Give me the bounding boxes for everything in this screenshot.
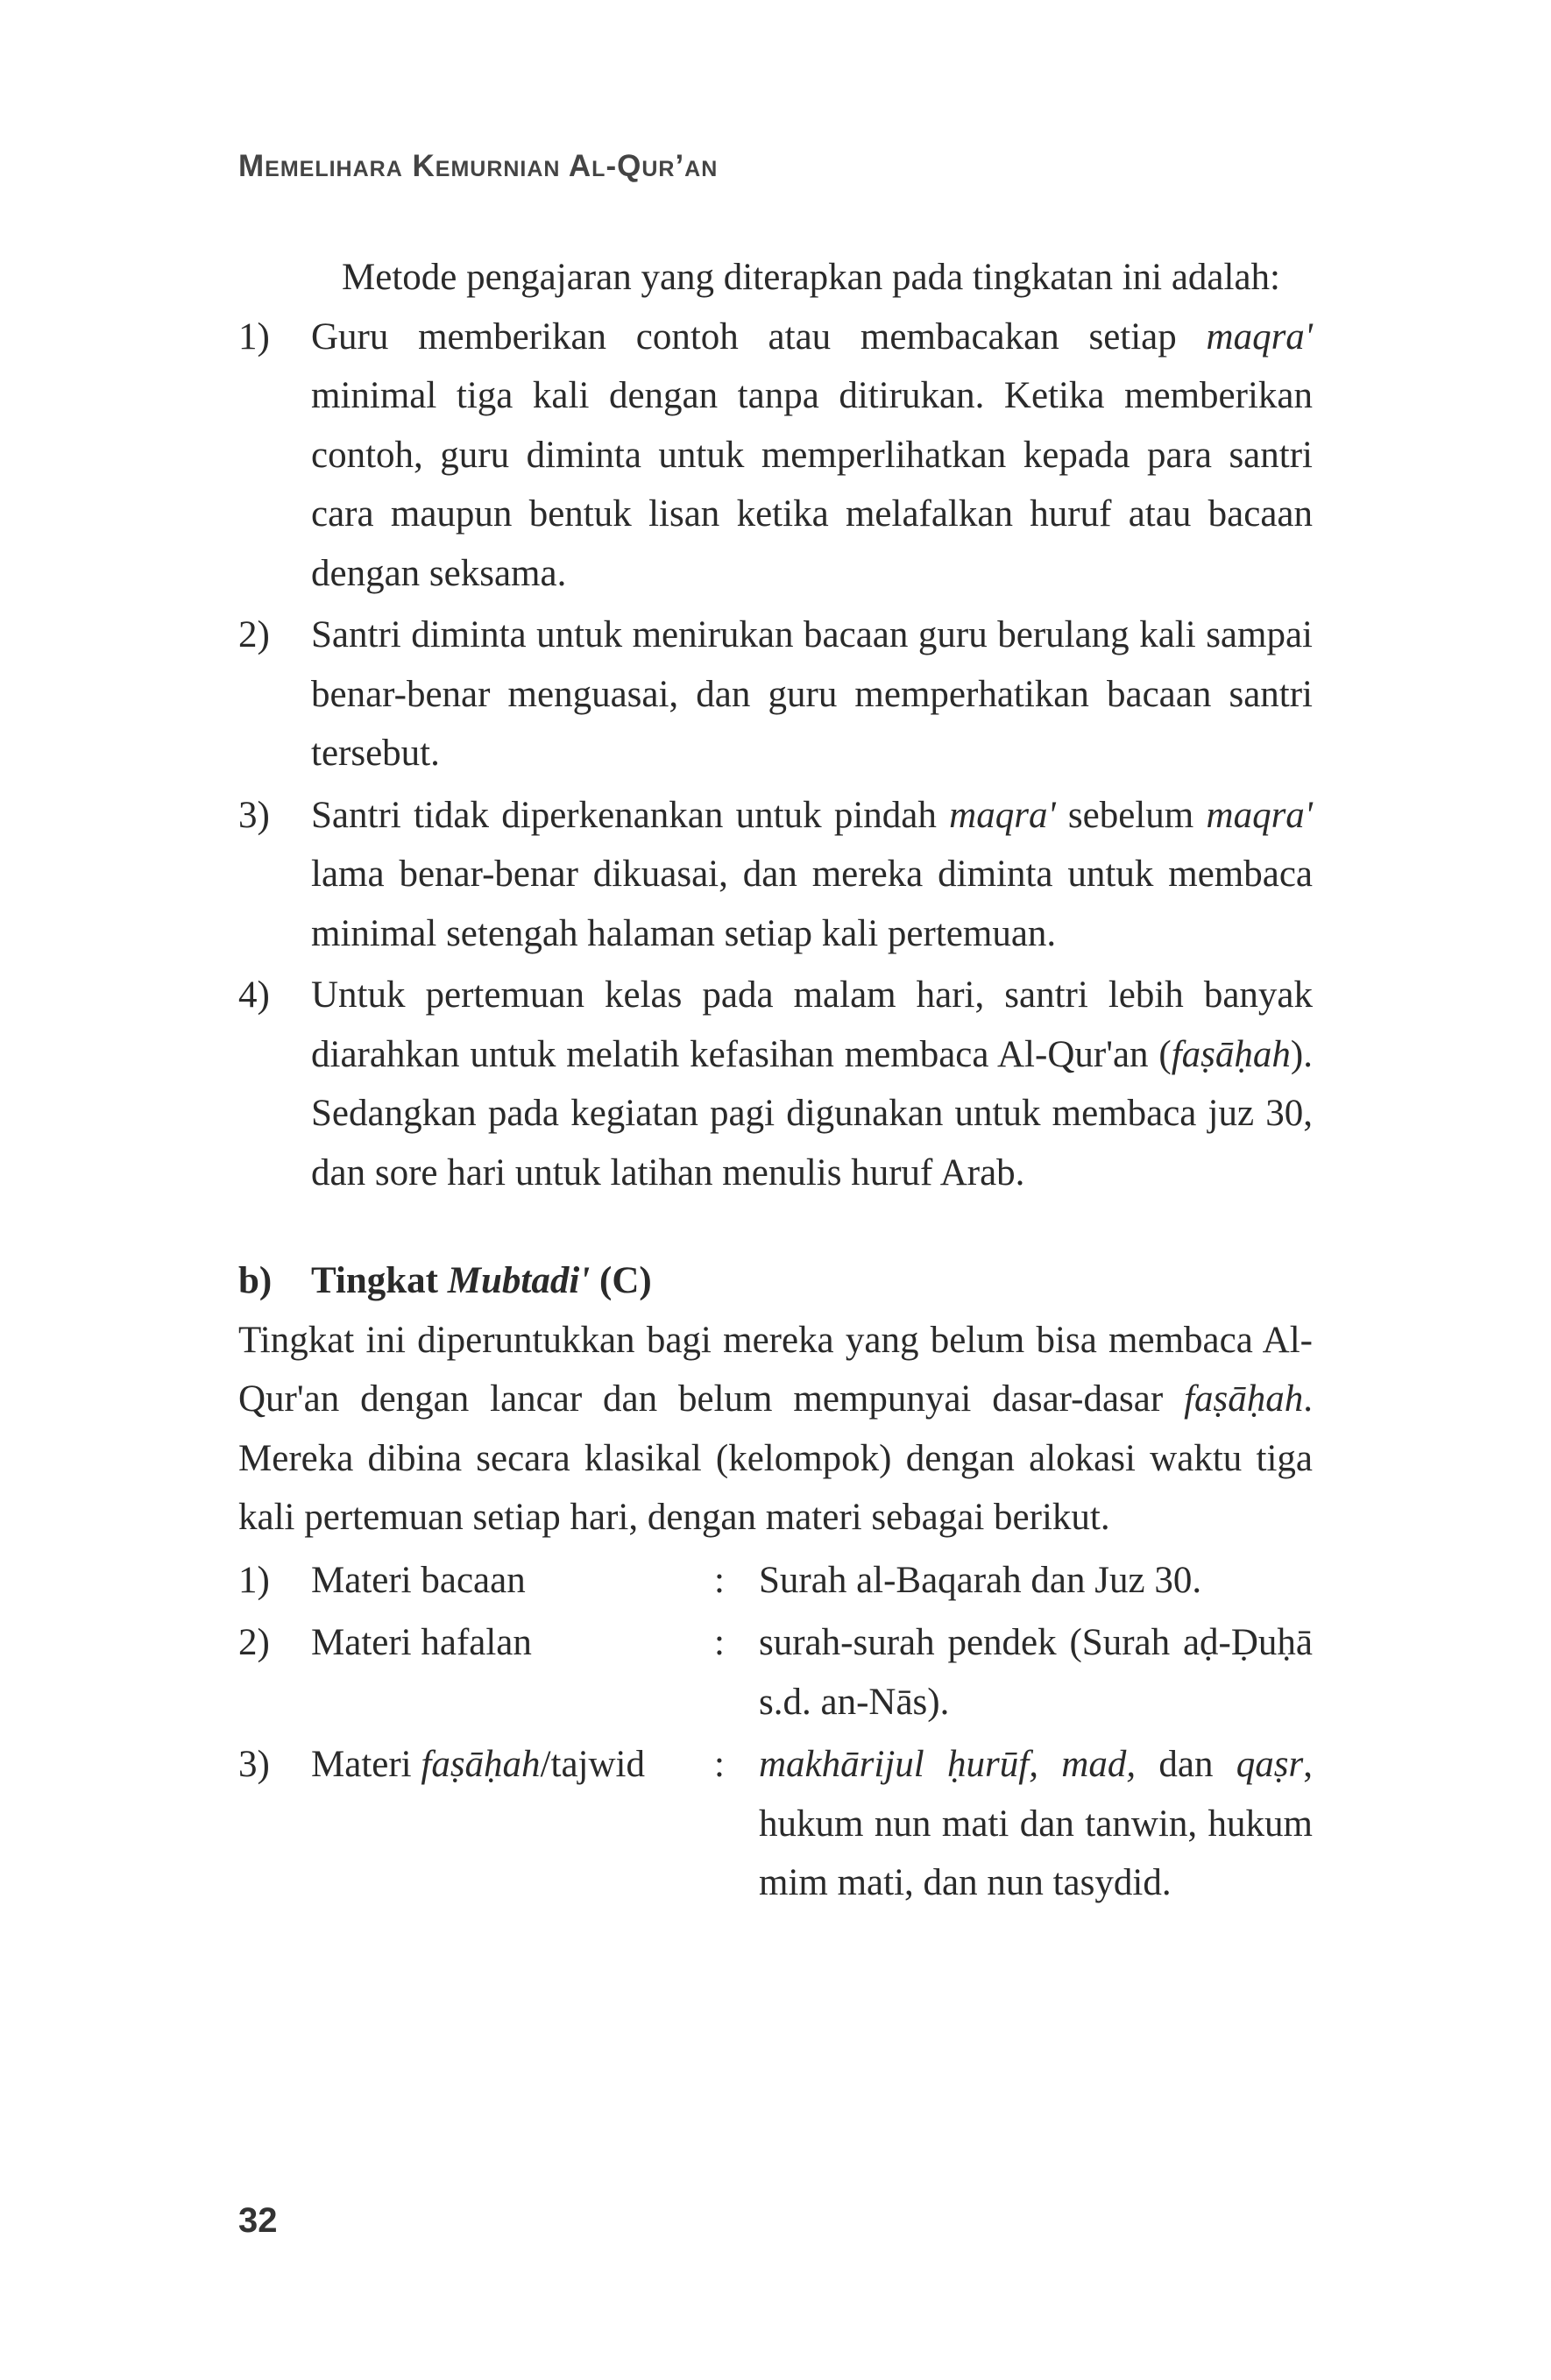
section-heading bbox=[238, 1251, 1313, 1311]
page-number: 32 bbox=[238, 2201, 278, 2240]
section-number: b) bbox=[238, 1260, 273, 1301]
section-title: Tingkat Mubtadi' (C) bbox=[311, 1260, 652, 1301]
list-item bbox=[238, 966, 1313, 1202]
list-item bbox=[238, 606, 1313, 783]
section-paragraph: Tingkat ini diperuntukkan bagi mereka yang belum bisa membaca Al-Qur'an dengan lancar dan belum mempunyai dasar-dasar faṣāḥah. Mereka dibina secara klasikal (kelompok) dengan alokasi waktu tiga kali pertemuan setiap hari, dengan materi sebagai berikut. bbox=[238, 1319, 1313, 1538]
row-label: Materi bacaan bbox=[311, 1559, 526, 1601]
list-text: Santri diminta untuk menirukan bacaan guru berulang kali sampai benar-benar menguasai, dan guru memperhatikan bacaan santri tersebut. bbox=[311, 614, 1313, 774]
row-value: surah-surah pendek (Surah aḍ-Ḍuḥā s.d. an-Nās). bbox=[759, 1622, 1313, 1723]
materials-table bbox=[238, 1551, 1313, 1913]
intro-paragraph: Metode pengajaran yang diterapkan pada tingkatan ini adalah: bbox=[342, 257, 1280, 298]
list-text: Untuk pertemuan kelas pada malam hari, santri lebih banyak diarahkan untuk melatih kefasihan membaca Al-Qur'an (faṣāḥah). Sedangkan pada kegiatan pagi digunakan untuk membaca juz 30, dan sore hari untuk latihan menulis huruf Arab. bbox=[311, 974, 1313, 1194]
row-number: 1) bbox=[238, 1559, 270, 1601]
list-text: Guru memberikan contoh atau membacakan setiap maqra' minimal tiga kali dengan tanpa ditirukan. Ketika memberikan contoh, guru diminta untuk memperlihatkan kepada para santri cara maupun bentuk lisan ketika melafalkan huruf atau bacaan dengan seksama. bbox=[311, 315, 1313, 594]
row-number: 3) bbox=[238, 1744, 270, 1785]
list-text: Santri tidak diperkenankan untuk pindah maqra' sebelum maqra' lama benar-benar dikuasai, dan mereka diminta untuk membaca minimal setengah halaman setiap kali pertemuan. bbox=[311, 794, 1313, 954]
row-label: Materi faṣāḥah/tajwid bbox=[311, 1744, 645, 1785]
list-number: 2) bbox=[238, 614, 270, 655]
row-number: 2) bbox=[238, 1622, 270, 1663]
list-item bbox=[238, 786, 1313, 964]
row-colon: : bbox=[714, 1622, 725, 1663]
list-number: 1) bbox=[238, 315, 270, 358]
page-body bbox=[238, 248, 1313, 1913]
method-list bbox=[238, 308, 1313, 1203]
row-colon: : bbox=[714, 1559, 725, 1601]
list-number: 4) bbox=[238, 974, 270, 1016]
list-number: 3) bbox=[238, 794, 270, 836]
list-item bbox=[238, 308, 1313, 604]
table-row bbox=[238, 1735, 1313, 1913]
running-header: Memelihara Kemurnian Al-Qur’an bbox=[238, 149, 719, 183]
table-row bbox=[238, 1613, 1313, 1732]
table-row bbox=[238, 1551, 1313, 1611]
row-value: makhārijul ḥurūf, mad, dan qaṣr, hukum nun mati dan tanwin, hukum mim mati, dan nun tasydid. bbox=[759, 1744, 1313, 1903]
row-colon: : bbox=[714, 1744, 725, 1785]
row-label: Materi hafalan bbox=[311, 1622, 532, 1663]
row-value: Surah al-Baqarah dan Juz 30. bbox=[759, 1559, 1202, 1601]
